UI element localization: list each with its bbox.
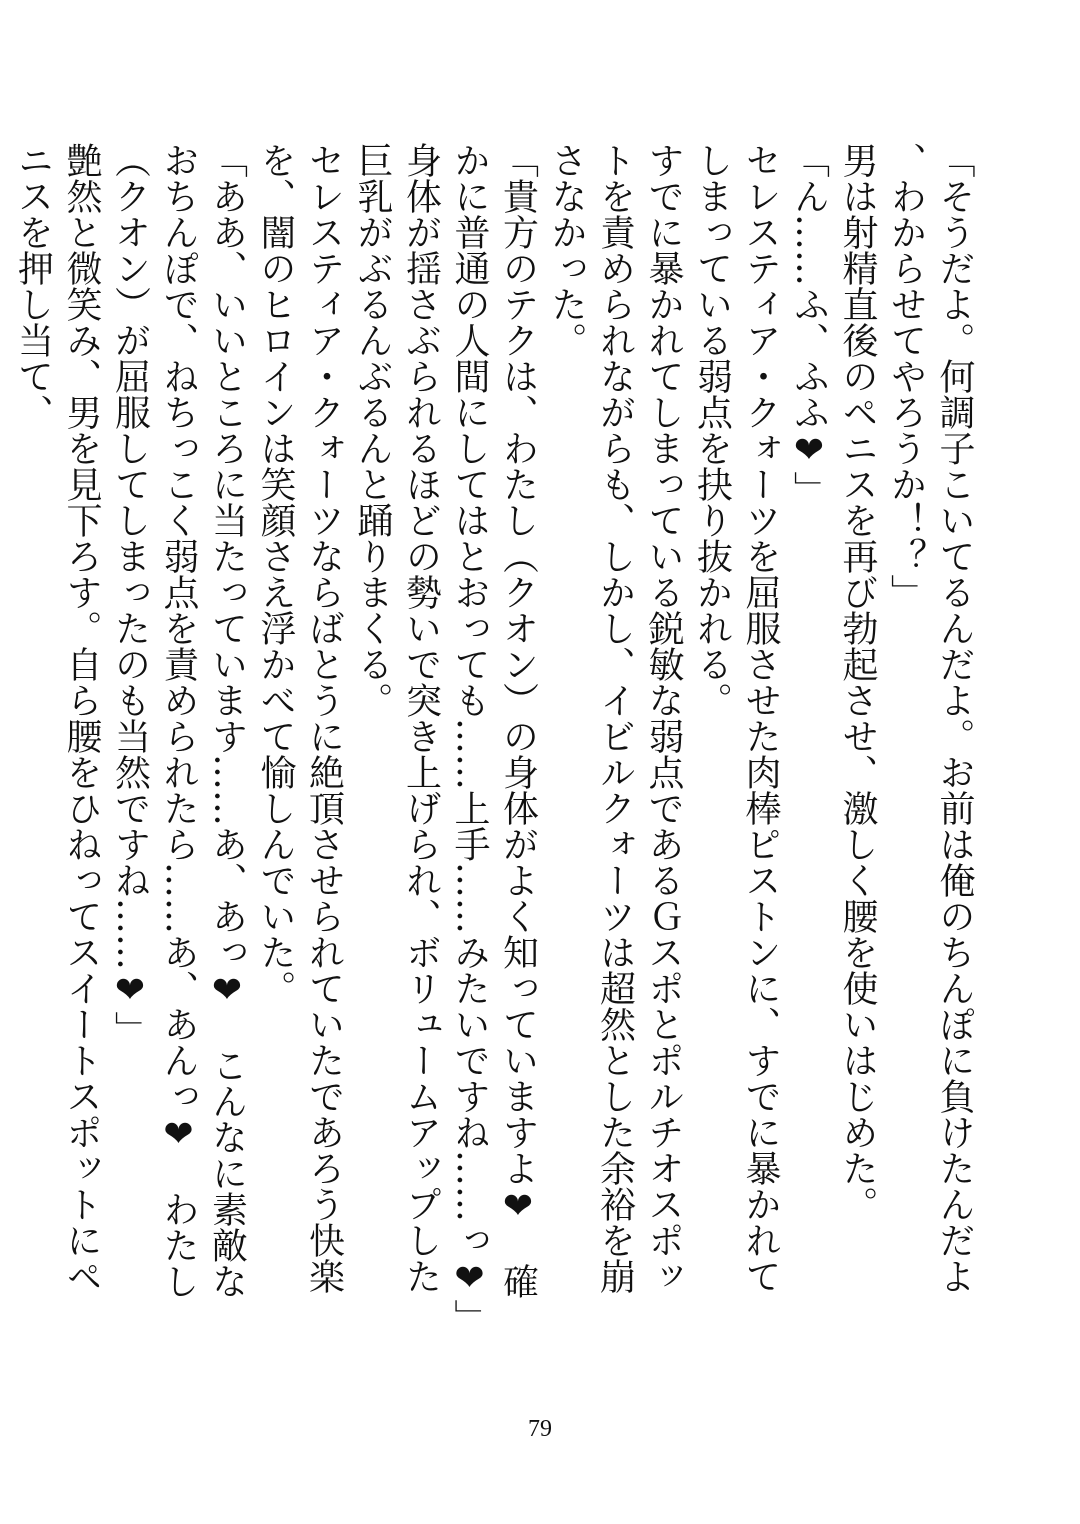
paragraph-2: 男は射精直後のペニスを再び勃起させ、激しく腰を使いはじめた。 [837, 142, 878, 1222]
vertical-text-body [12, 142, 978, 1335]
paragraph-7: 身体が揺さぶられるほどの勢いで突き上げられ、ボリュームアップした巨乳がぶるんぶるんと踊りまくる。 [352, 142, 442, 1294]
paragraph-8: セレスティア・クォーツならばとうに絶頂させられていたであろう快楽を、闇のヒロインは笑顔さえ浮かべて愉しんでいた。 [255, 142, 345, 1294]
paragraph-10: 艶然と微笑み、男を見下ろす。自ら腰をひねってスイートスポットにペニスを押し当て、 [12, 142, 102, 1294]
paragraph-4: セレスティア・クォーツを屈服させた肉棒ピストンに、すでに暴かれてしまっている弱点を抉り抜かれる。 [691, 142, 781, 1294]
paragraph-3: 「ん……ふ、ふふ❤」 [788, 142, 830, 507]
paragraph-1: 「そうだよ。何調子こいてるんだよ。お前は俺のちんぽに負けたんだよ、わからせてやろうか！？」 [885, 142, 975, 1294]
paragraph-6: 「貴方のテクは、わたし（クオン）の身体がよく知っていますよ❤ 確かに普通の人間にしてはとおっても……上手……みたいですね……っ❤」 [449, 142, 539, 1335]
paragraph-9: 「ああ、いいところに当たっています……あ、あっ❤ こんなに素敵なおちんぽで、ねちっこく弱点を責められたら……あ、あんっ❤ わたし（クオン）が屈服してしまったのも当然ですね……❤」 [109, 142, 248, 1299]
page-number: 79 [528, 1416, 552, 1442]
paragraph-5: すでに暴かれてしまっている鋭敏な弱点であるＧスポとポルチオスポットを責められながらも、しかし、イビルクォーツは超然とした余裕を崩さなかった。 [546, 142, 684, 1294]
